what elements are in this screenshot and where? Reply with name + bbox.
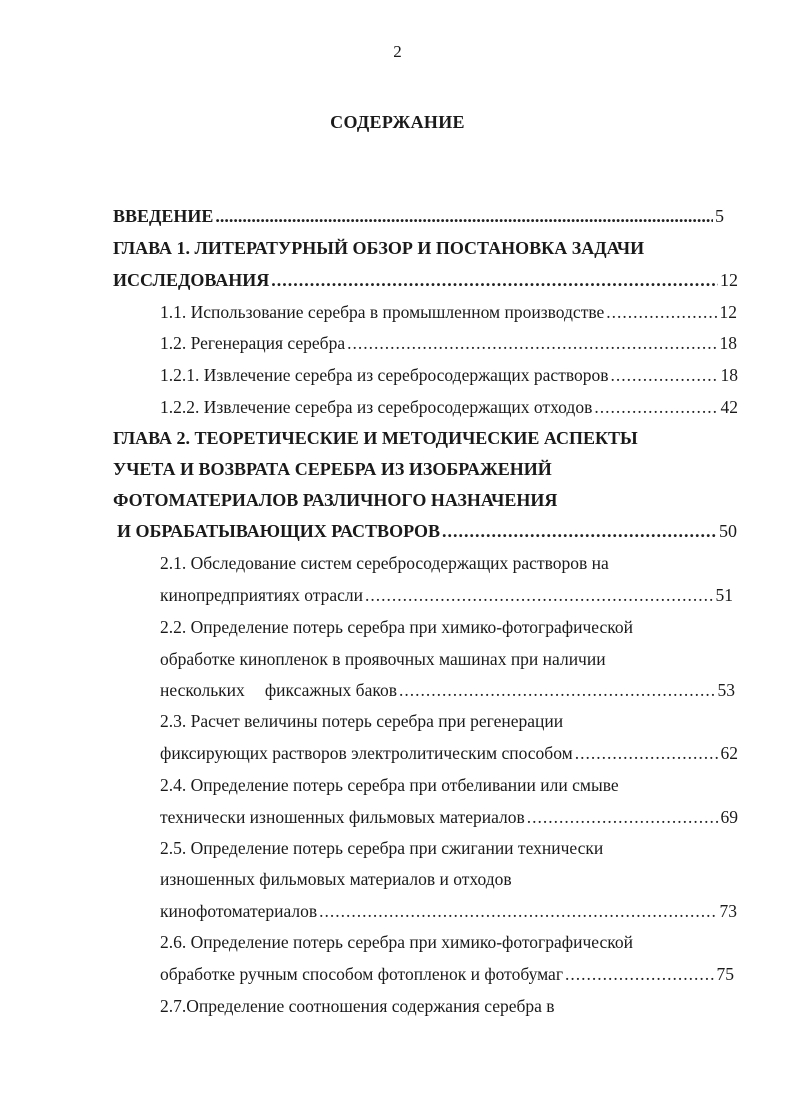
toc-entry-1-2-2 — [160, 395, 738, 419]
toc-page-number: 69 — [720, 807, 738, 827]
toc-entry-text: ВВЕДЕНИЕ — [113, 206, 214, 226]
toc-entry-text: 1.2.1. Извлечение серебра из серебросодержащих растворов — [160, 365, 609, 385]
toc-page-number: 53 — [717, 680, 735, 700]
dot-leader — [611, 363, 719, 387]
toc-2-1-line-1: 2.1. Обследование систем серебросодержащих растворов на — [160, 553, 609, 573]
toc-2-7-line-1: 2.7.Определение соотношения содержания серебра в — [160, 996, 555, 1016]
toc-entry-text: 1.2. Регенерация серебра — [160, 333, 346, 353]
dot-leader — [271, 268, 718, 292]
dot-leader — [565, 962, 714, 986]
toc-entry-text: фиксирующих растворов электролитическим способом — [160, 743, 573, 763]
toc-page-number: 75 — [716, 964, 734, 984]
toc-page-number: 50 — [719, 521, 737, 541]
page-number: 2 — [393, 42, 402, 61]
toc-entry-2-5 — [160, 899, 737, 923]
dot-leader — [527, 805, 719, 829]
toc-2-2-line-2: обработке кинопленок в проявочных машинах при наличии — [160, 649, 606, 669]
toc-entry-2-3 — [160, 741, 738, 765]
toc-page-number: 73 — [719, 901, 737, 921]
toc-page-number: 51 — [715, 585, 733, 605]
toc-entry-text: кинопредприятиях отрасли — [160, 585, 364, 605]
toc-entry-text: И ОБРАБАТЫВАЮЩИХ РАСТВОРОВ — [117, 521, 440, 541]
toc-page-number: 5 — [715, 206, 724, 226]
toc-entry-1-1 — [160, 300, 737, 324]
toc-2-5-line-1: 2.5. Определение потерь серебра при сжигании технически — [160, 838, 604, 858]
toc-entry-chapter-2 — [117, 519, 737, 543]
toc-entry-1-2 — [160, 331, 737, 355]
toc-page-number: 12 — [720, 270, 738, 290]
dot-leader — [606, 300, 717, 324]
toc-page-number: 18 — [719, 333, 737, 353]
dot-leader — [319, 899, 717, 923]
dot-leader — [442, 519, 717, 543]
dot-leader — [575, 741, 719, 765]
toc-entry-2-2 — [160, 678, 735, 702]
toc-entry-2-4 — [160, 805, 738, 829]
toc-entry-text: 1.1. Использование серебра в промышленном производстве — [160, 302, 605, 322]
toc-entry-text: кинофотоматериалов — [160, 901, 318, 921]
toc-2-4-line-1: 2.4. Определение потерь серебра при отбеливании или смыве — [160, 775, 619, 795]
dot-leader — [365, 583, 713, 607]
toc-entry-chapter-1 — [113, 268, 738, 292]
toc-chapter-1-line-1: ГЛАВА 1. ЛИТЕРАТУРНЫЙ ОБЗОР И ПОСТАНОВКА ЗАДАЧИ — [113, 238, 645, 258]
toc-entry-text: технически изношенных фильмовых материалов — [160, 807, 525, 827]
toc-page-number: 42 — [720, 397, 738, 417]
toc-chapter-2-line-1: ГЛАВА 2. ТЕОРЕТИЧЕСКИЕ И МЕТОДИЧЕСКИЕ АСПЕКТЫ — [113, 428, 638, 448]
toc-entry-2-1 — [160, 583, 733, 607]
toc-page-number: 18 — [720, 365, 738, 385]
toc-entry-text: ИССЛЕДОВАНИЯ — [113, 270, 270, 290]
toc-chapter-2-line-3: ФОТОМАТЕРИАЛОВ РАЗЛИЧНОГО НАЗНАЧЕНИЯ — [113, 490, 558, 510]
toc-entry-1-2-1 — [160, 363, 738, 387]
toc-page-number: 12 — [719, 302, 737, 322]
toc-2-5-line-2: изношенных фильмовых материалов и отходов — [160, 869, 512, 889]
dot-leader — [594, 395, 718, 419]
toc-chapter-2-line-2: УЧЕТА И ВОЗВРАТА СЕРЕБРА ИЗ ИЗОБРАЖЕНИЙ — [113, 459, 552, 479]
toc-entry-text: обработке ручным способом фотопленок и фотобумаг — [160, 964, 564, 984]
toc-2-6-line-1: 2.6. Определение потерь серебра при химико-фотографической — [160, 932, 633, 952]
toc-entry-intro — [113, 204, 724, 228]
toc-2-2-line-1: 2.2. Определение потерь серебра при химико-фотографической — [160, 617, 633, 637]
toc-entry-text: нескольких — [160, 680, 245, 700]
toc-entry-text: 1.2.2. Извлечение серебра из серебросодержащих отходов — [160, 397, 593, 417]
toc-page-number: 62 — [720, 743, 738, 763]
dot-leader — [399, 678, 716, 702]
toc-2-3-line-1: 2.3. Расчет величины потерь серебра при регенерации — [160, 711, 564, 731]
toc-entry-text: фиксажных баков — [264, 680, 397, 700]
page-title: СОДЕРЖАНИЕ — [330, 112, 465, 132]
dot-leader — [215, 204, 713, 228]
dot-leader — [347, 331, 717, 355]
toc-entry-2-6 — [160, 962, 734, 986]
